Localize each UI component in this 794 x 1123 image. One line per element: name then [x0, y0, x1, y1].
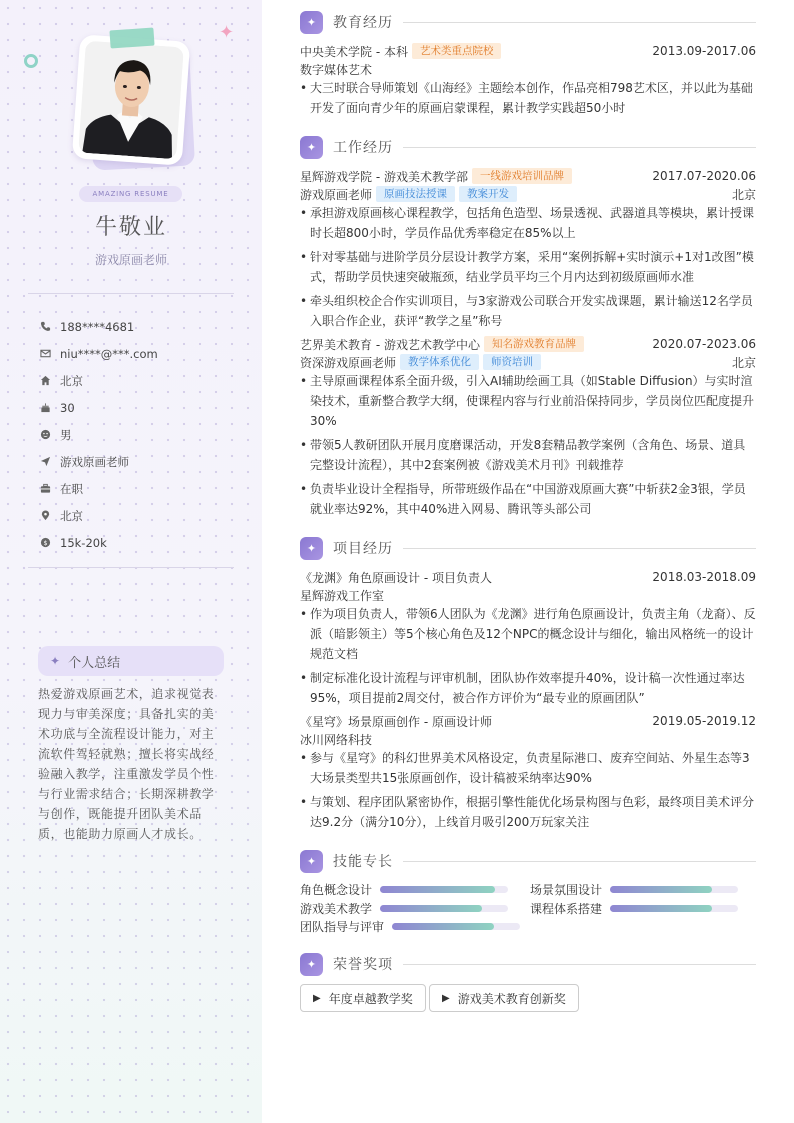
sidebar — [0, 0, 262, 1123]
contact-value: 男 — [60, 427, 72, 442]
role-tag: 师资培训 — [483, 354, 541, 370]
job-role: 游戏原画老师 — [300, 187, 373, 202]
money-icon — [40, 537, 60, 548]
person-name: 牛敬业 — [94, 215, 167, 240]
school-name: 中央美术学院 - 本科 — [300, 44, 408, 59]
summary-text: 热爱游戏原画艺术，追求视觉表现力与审美深度；具备扎实的美术功底与全流程设计能力，对主流软件驾轻就熟；擅长将实战经验融入教学，注重激发学员个性与行业需求结合；长期深耕教学与创作，既能提升团队美术品质，也能助力原画人才成长。 — [38, 687, 215, 841]
project-row — [300, 712, 756, 730]
contact-age — [40, 394, 240, 421]
project-bullet: • 参与《星穹》的科幻世界美术风格设定，负责星际港口、废弃空间站、外星生态等3大场景类型共15张原画创作，设计稿被采纳率达90% — [300, 748, 756, 788]
job-role: 资深游戏原画老师 — [300, 355, 397, 370]
contact-salary — [40, 529, 240, 556]
job-row — [300, 335, 756, 353]
briefcase-icon — [40, 483, 60, 494]
education-major-row — [300, 60, 756, 78]
cake-icon — [40, 402, 60, 413]
section-title: 教育经历 — [333, 15, 393, 31]
job-bullet: • 承担游戏原画核心课程教学，包括角色造型、场景透视、武器道具等模块，累计授课时长超800小时，学员作品优秀率稳定在85%以上 — [300, 203, 756, 243]
skill-bar-fill — [392, 923, 494, 930]
project-date: 2018.03-2018.09 — [652, 570, 756, 584]
major: 数字媒体艺术 — [300, 62, 373, 77]
contact-value: 15k-20k — [60, 535, 107, 550]
sparkle-icon: ✦ — [300, 537, 323, 560]
project-bullet: • 与策划、程序团队紧密协作，根据引擎性能优化场景构图与色彩，最终项目美术评分达9.2分（满分10分），上线首月吸引200万玩家关注 — [300, 792, 756, 832]
skill-bar — [380, 886, 508, 893]
job-bullet: • 带领5人教研团队开展月度磨课活动，开发8套精品教学案例（含角色、场景、道具完整设计流程），其中2套案例被《游戏美术月刊》刊载推荐 — [300, 435, 756, 475]
avatar-photo — [78, 41, 184, 160]
skill-bar-fill — [380, 905, 482, 912]
project-org-row — [300, 730, 756, 748]
section-divider — [403, 548, 756, 549]
photo-frame — [72, 34, 190, 165]
skill-name: 团队指导与评审 — [300, 919, 385, 934]
job-bullet: • 主导原画课程体系全面升级，引入AI辅助绘画工具（如Stable Diffusion）与实时渲染技术，重新整合教学大纲，使课程内容与行业前沿保持同步，学员岗位匹配度提升30% — [300, 371, 756, 431]
section-divider — [403, 861, 756, 862]
job-row — [300, 167, 756, 185]
project-row — [300, 568, 756, 586]
sidebar-divider — [28, 293, 234, 294]
tape-decoration — [109, 27, 154, 48]
project-org: 星辉游戏工作室 — [300, 588, 385, 603]
section-divider — [403, 22, 756, 23]
job-date: 2017.07-2020.06 — [652, 169, 756, 183]
project-name: 《星穹》场景原画创作 - 原画设计师 — [300, 714, 492, 729]
role-tag: 教案开发 — [459, 186, 517, 202]
job-bullet: • 牵头组织校企合作实训项目，与3家游戏公司联合开发实战课题，累计输送12名学员入职合作企业，获评“教学之星”称号 — [300, 291, 756, 331]
job-role-row — [300, 353, 756, 371]
play-icon: ▶ — [442, 992, 450, 1004]
project-bullet: • 制定标准化设计流程与评审机制，团队协作效率提升40%，设计稿一次性通过率达95%，项目提前2周交付，被合作方评价为“最专业的原画团队” — [300, 668, 756, 708]
section-divider — [403, 147, 756, 148]
skill-bar — [380, 905, 508, 912]
resume-badge: AMAZING RESUME — [79, 186, 182, 202]
sparkle-icon: ✦ — [219, 22, 235, 43]
skill-item — [300, 917, 520, 935]
phone-icon — [40, 321, 60, 332]
contact-home — [40, 367, 240, 394]
award-chip — [300, 984, 426, 1012]
section-projects-header — [300, 536, 756, 560]
section-title: 工作经历 — [333, 140, 393, 156]
project-bullet: • 作为项目负责人，带领6人团队为《龙渊》进行角色原画设计，负责主角（龙裔）、反派（暗影领主）等5个核心角色及12个NPC的概念设计与细化，输出风格统一的设计规范文档 — [300, 604, 756, 664]
contact-value: 在职 — [60, 481, 83, 496]
contact-phone — [40, 313, 240, 340]
location-icon — [40, 510, 60, 521]
section-skills-header — [300, 849, 756, 873]
company-name: 艺界美术教育 - 游戏艺术教学中心 — [300, 337, 480, 352]
contact-list — [40, 313, 240, 556]
section-divider — [403, 964, 756, 965]
contact-email — [40, 340, 240, 367]
contact-value: 游戏原画老师 — [60, 454, 129, 469]
section-honors-header — [300, 952, 756, 976]
education-date: 2013.09-2017.06 — [652, 44, 756, 58]
section-education-header — [300, 10, 756, 34]
job-title: 游戏原画老师 — [94, 253, 167, 267]
skill-item — [300, 880, 508, 898]
project-org-row — [300, 586, 756, 604]
job-bullet: • 针对零基础与进阶学员分层设计教学方案，采用“案例拆解+实时演示+1对1改图”模式，帮助学员快速突破瓶颈，结业学员平均三个月内达到初级原画师水准 — [300, 247, 756, 287]
sidebar-divider — [28, 567, 234, 568]
contact-value: 30 — [60, 400, 75, 415]
sparkle-icon: ✦ — [300, 850, 323, 873]
award-chip — [429, 984, 579, 1012]
skill-bar-fill — [610, 886, 712, 893]
section-title: 技能专长 — [333, 854, 393, 870]
award-name: 年度卓越教学奖 — [328, 991, 413, 1006]
svg-text:$: $ — [43, 538, 48, 547]
role-tag: 教学体系优化 — [400, 354, 479, 370]
send-icon — [40, 456, 60, 467]
skill-bar — [610, 886, 738, 893]
mail-icon — [40, 348, 60, 359]
education-bullet: • 大三时联合导师策划《山海经》主题绘本创作，作品亮相798艺术区，并以此为基础开发了面向青少年的原画启蒙课程，累计教学实践超50小时 — [300, 78, 756, 118]
contact-gender — [40, 421, 240, 448]
project-name: 《龙渊》角色原画设计 - 项目负责人 — [300, 570, 492, 585]
job-date: 2020.07-2023.06 — [652, 337, 756, 351]
skill-item — [530, 899, 738, 917]
project-org: 冰川网络科技 — [300, 732, 373, 747]
skill-name: 角色概念设计 — [300, 882, 373, 897]
award-name: 游戏美术教育创新奖 — [457, 991, 566, 1006]
section-title: 荣誉奖项 — [333, 957, 393, 973]
company-tag: 知名游戏教育品牌 — [484, 336, 584, 352]
skill-item — [530, 880, 738, 898]
sparkle-icon: ✦ — [300, 953, 323, 976]
job-city: 北京 — [731, 355, 756, 370]
decorative-ring — [24, 54, 38, 68]
contact-value: 188****4681 — [60, 319, 135, 334]
skill-item — [300, 899, 508, 917]
contact-status — [40, 475, 240, 502]
contact-value: niu****@***.com — [60, 346, 158, 361]
contact-location — [40, 502, 240, 529]
contact-value: 北京 — [60, 373, 83, 388]
company-tag: 一线游戏培训品牌 — [472, 168, 572, 184]
job-city: 北京 — [731, 187, 756, 202]
section-work-header — [300, 135, 756, 159]
skill-bar-fill — [380, 886, 495, 893]
job-bullet: • 负责毕业设计全程指导，所带班级作品在“中国游戏原画大赛”中斩获2金3银，学员就业率达92%，其中40%进入网易、腾讯等头部公司 — [300, 479, 756, 519]
skill-name: 场景氛围设计 — [530, 882, 603, 897]
skill-name: 游戏美术教学 — [300, 901, 373, 916]
sparkle-icon: ✦ — [300, 11, 323, 34]
home-icon — [40, 375, 60, 386]
sparkle-icon: ✦ — [300, 136, 323, 159]
sparkle-icon: ✦ — [50, 654, 61, 668]
contact-position — [40, 448, 240, 475]
role-tag: 原画技法授课 — [376, 186, 455, 202]
section-title: 项目经历 — [333, 541, 393, 557]
play-icon: ▶ — [313, 992, 321, 1004]
skill-bar — [392, 923, 520, 930]
school-tag: 艺术类重点院校 — [412, 43, 502, 59]
skill-bar — [610, 905, 738, 912]
gender-icon — [40, 429, 60, 440]
company-name: 星辉游戏学院 - 游戏美术教学部 — [300, 169, 468, 184]
project-date: 2019.05-2019.12 — [652, 714, 756, 728]
summary-header — [38, 646, 224, 676]
summary-title: 个人总结 — [68, 655, 121, 671]
job-role-row — [300, 185, 756, 203]
contact-value: 北京 — [60, 508, 83, 523]
skill-name: 课程体系搭建 — [530, 901, 603, 916]
education-row — [300, 42, 756, 60]
skill-bar-fill — [610, 905, 712, 912]
